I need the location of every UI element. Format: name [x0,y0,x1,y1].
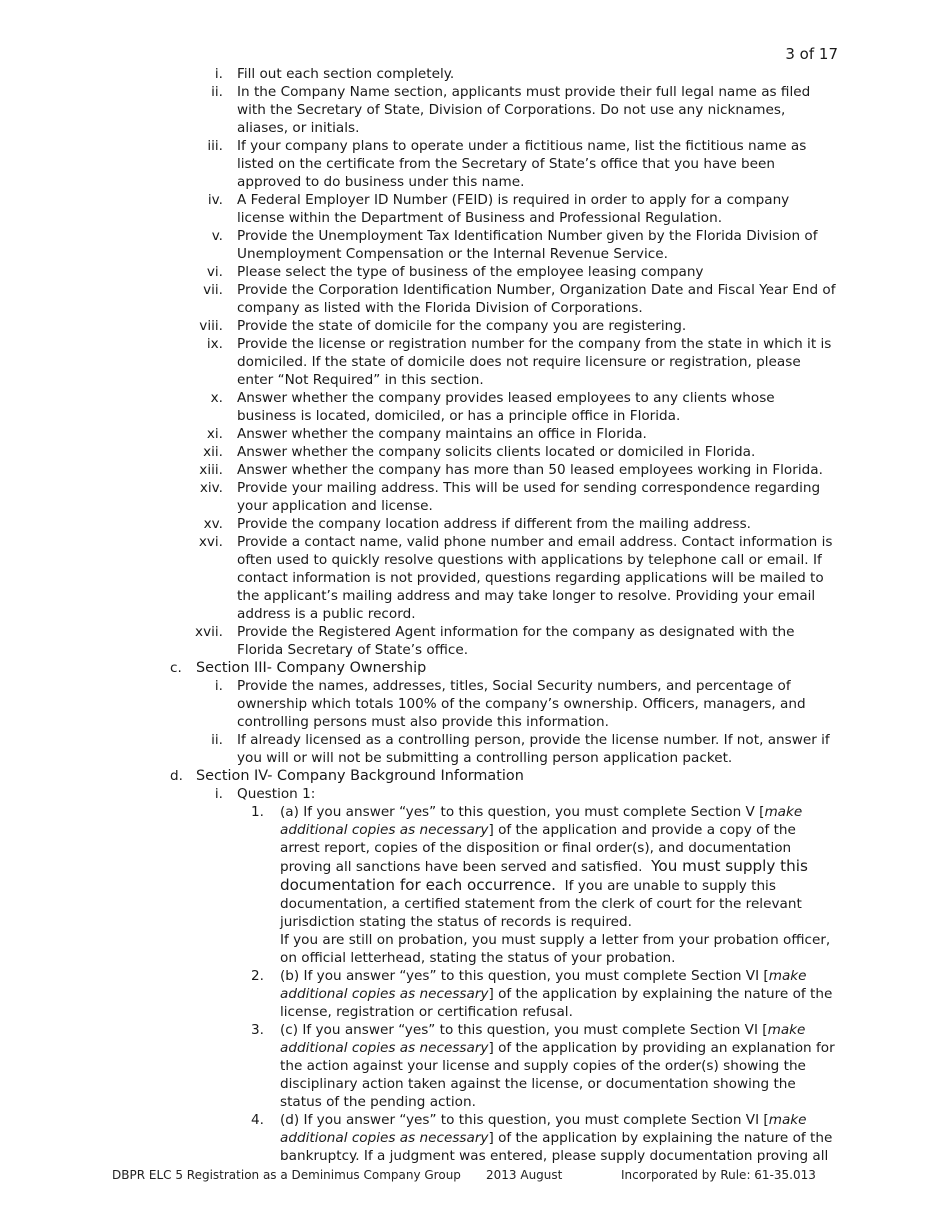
section-b-list [0,65,950,659]
list-text: Provide the Registered Agent information for the company as designated with the Florida Secretary of State’s office. [237,624,795,658]
list-item [0,533,950,623]
list-marker: i. [214,66,223,82]
list-marker: ii. [211,84,223,100]
list-text: Please select the type of business of the employee leasing company [237,264,704,280]
list-text: Provide the names, addresses, titles, Social Security numbers, and percentage of ownership which totals 100% of the company’s ownership. Officers, managers, and controlling persons must also provide this information. [237,678,806,730]
question-1: i. Question 1: [214,786,316,802]
footer-form-name: DBPR ELC 5 Registration as a Deminimus Company Group [112,1168,461,1182]
list-item [0,623,950,659]
list-marker: iii. [207,138,223,154]
list-item [0,677,950,731]
list-item [0,731,950,767]
section-c-heading: c. Section III- Company Ownership [170,660,427,676]
list-marker: xvii. [195,624,223,640]
list-text: Provide the license or registration number for the company from the state in which it is domiciled. If the state of domicile does not require licensure or registration, please enter “Not Required” in this section. [237,336,832,388]
list-marker: vi. [206,264,223,280]
list-item [0,335,950,389]
list-text: A Federal Employer ID Number (FEID) is required in order to apply for a company license within the Department of Business and Professional Regulation. [237,192,790,226]
list-marker: i. [214,678,223,694]
list-text: If your company plans to operate under a fictitious name, list the fictitious name as listed on the certificate from the Secretary of State’s office that you have been approved to do business under this name. [237,138,807,190]
list-item [0,443,950,461]
list-marker: vii. [203,282,223,298]
list-marker: xvi. [198,534,223,550]
list-item [0,389,950,425]
question-1-sub-c: 3. (c) If you answer “yes” to this question, you must complete Section VI [make additional copies as necessary] of the application by providing an explanation for the action against your license and supply copies of the order(s) showing the disciplinary action taken against the license, or documentation showing the status of the pending action. [251,1022,835,1110]
list-item [0,317,950,335]
question-1-sub-b: 2. (b) If you answer “yes” to this question, you must complete Section VI [make additional copies as necessary] of the application by explaining the nature of the license, registration or certification refusal. [251,968,833,1020]
list-marker: xii. [203,444,223,460]
list-text: Answer whether the company provides leased employees to any clients whose business is located, domiciled, or has a principle office in Florida. [237,390,775,424]
list-text: Provide your mailing address. This will be used for sending correspondence regarding your application and license. [237,480,821,514]
list-item [0,425,950,443]
list-marker: iv. [207,192,223,208]
list-marker: ii. [211,732,223,748]
list-marker: ix. [206,336,223,352]
list-item [0,65,950,83]
list-item [0,137,950,191]
list-marker: xv. [203,516,223,532]
question-1-sub-d: 4. (d) If you answer “yes” to this question, you must complete Section VI [make additional copies as necessary] of the application by explaining the nature of the bankruptcy. If a judgment was entered, please supply documentation proving all [251,1112,833,1164]
list-text: Provide the Corporation Identification Number, Organization Date and Fiscal Year End of company as listed with the Florida Division of Corporations. [237,282,836,316]
list-text: Provide the company location address if different from the mailing address. [237,516,752,532]
list-text: Answer whether the company maintains an office in Florida. [237,426,647,442]
list-item [0,461,950,479]
list-item [0,479,950,515]
list-text: If already licensed as a controlling person, provide the license number. If not, answer if you will or will not be submitting a controlling person application packet. [237,732,830,766]
section-c-list [0,677,950,767]
list-text: Provide the Unemployment Tax Identification Number given by the Florida Division of Unemployment Compensation or the Internal Revenue Service. [237,228,818,262]
list-marker: xi. [206,426,223,442]
list-item [0,263,950,281]
page-number: 3 of 17 [785,45,838,63]
list-text: Answer whether the company has more than 50 leased employees working in Florida. [237,462,823,478]
list-text: In the Company Name section, applicants must provide their full legal name as filed with the Secretary of State, Division of Corporations. Do not use any nicknames, aliases, or initials. [237,84,811,136]
list-item [0,83,950,137]
list-item [0,281,950,317]
list-marker: v. [211,228,223,244]
list-text: Provide a contact name, valid phone number and email address. Contact information is often used to quickly resolve questions with applications by telephone call or email. If contact information is not provided, questions regarding applications will be mailed to the applicant’s mailing address and may take longer to resolve. Providing your email address is a public record. [237,534,833,622]
list-marker: xiv. [199,480,223,496]
list-item [0,515,950,533]
list-text: Answer whether the company solicits clients located or domiciled in Florida. [237,444,756,460]
question-1-sub-a: 1. (a) If you answer “yes” to this question, you must complete Section V [make additional copies as necessary] of the application and provide a copy of the arrest report, copies of the disposition or final order(s), and documentation proving all sanctions have been served and satisfied. You must supply this documentation for each occurrence. If you are unable to supply this documentation, a certified statement from the clerk of court for the relevant jurisdiction stating the status of records is required. If you are still on probation, you must supply a letter from your probation officer, on official letterhead, stating the status of your probation. [251,804,831,966]
list-text: Provide the state of domicile for the company you are registering. [237,318,687,334]
document-body [0,65,950,1165]
section-d-heading: d. Section IV- Company Background Information [170,768,524,784]
list-text: Fill out each section completely. [237,66,455,82]
footer-date: 2013 August [486,1168,563,1182]
list-marker: viii. [199,318,223,334]
footer-rule: Incorporated by Rule: 61-35.013 [621,1168,816,1182]
list-item [0,191,950,227]
list-marker: xiii. [199,462,223,478]
list-item [0,227,950,263]
list-marker: x. [210,390,223,406]
